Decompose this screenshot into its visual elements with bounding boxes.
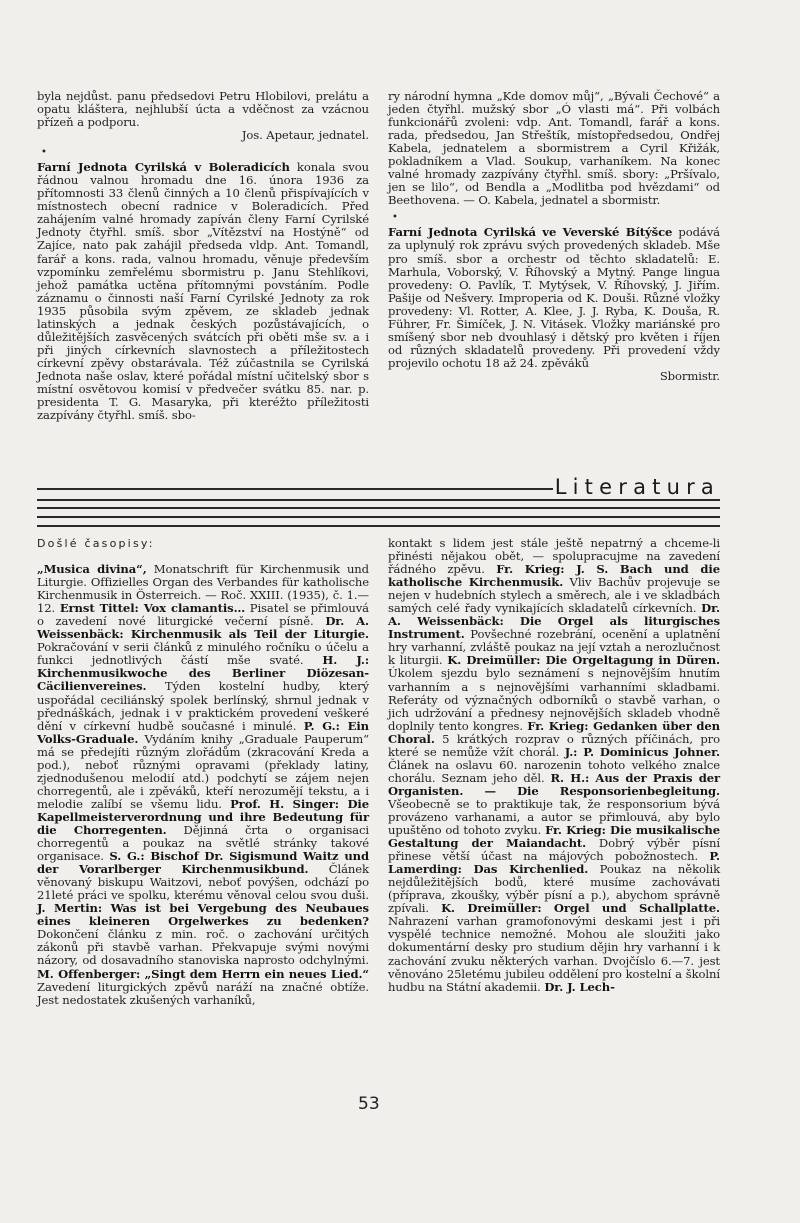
page-number: 53 — [358, 1094, 380, 1114]
review-title: P. Lamerding: Das Kirchenlied. — [388, 849, 720, 877]
review-text: Dokončení článku z min. roč. o zachování určitých zákonů při stavbě varhan. Překvapuje svými novými názory, od dosavadního stanoviska naprosto odchylnými. — [37, 927, 369, 968]
review-text: Dějinná črta o organisaci chorregentů a poukaz na světlé stránky takové organisace. — [37, 822, 369, 864]
review-text: Článek věnovaný biskupu Waitzovi, neboť povýšen, odchází po 21leté práci ve spolku, kterému věnoval celou svou duši. — [37, 862, 369, 903]
column-top-right — [388, 90, 720, 383]
review-text: Vliv Bachův projevuje se nejen v hudebních stylech a směrech, ale i ve skladbách samých celé řady vynikajících skladatelů církevních. — [388, 575, 720, 616]
review-title: H. J.: Kirchenmusikwoche des Berliner Diözesan-Cäcilienvereines. — [37, 653, 370, 694]
paragraph-bitysku — [388, 226, 720, 370]
review-title: J. Mertin: Was ist bei Vergebung des Neubaues eines kleineren Orgelwerkes zu bedenken? — [37, 901, 369, 929]
paragraph-boleradice — [37, 161, 369, 422]
review-text: Pokračování v serii článků z minulého ročníku o účelu a funkci jednotlivých částí mše svaté. — [37, 640, 369, 668]
review-text: 5 krátkých rozprav o různých příčinách, pro které se nemůže vžít chorál. — [388, 731, 720, 759]
paragraph-boleradice-continued: ry národní hymna „Kde domov můj“, „Bývali Čechové“ a jeden čtyřhl. mužský sbor „Ó vlasti má“. Při volbách funkcionářů zvoleni: vdp. Ant. Tomandl, farář a kons. rada, předsedou, Jan Střeštík, místopředsedou, Ondřej Kabela, jednatelem a sbormistrem a Cyril Křižák, pokladníkem a Vlad. Soukup, varhaníkem. Na konec valné hromady zazpívány čtyřhl. smíš. sbory: „Pršívalo, jen se lilo“, od Bendla a „Modlitba pod hvězdami“ od Beethovena. — O. Kabela, jednatel a sbormistr. — [388, 89, 720, 208]
paragraph-bitysku-heading: Farní Jednota Cyrilská ve Veverské Bítýšce — [388, 225, 673, 240]
review-text: Zavedení liturgických zpěvů naráží na značné obtíže. Jest nedostatek zkušených varhaníků, — [37, 979, 369, 1007]
review-body-left — [37, 563, 369, 1007]
review-text: Článek na oslavu 60. narozenin tohoto velkého znalce chorálu. Seznam jeho děl. — [388, 757, 720, 785]
review-title: K. Dreimüller: Orgel und Schallplatte. — [441, 901, 720, 916]
review-text: Povšechné rozebrání, ocenění a uplatnění hry varhanní, zvláště poukaz na její vztah a nerozlučnost k liturgii. — [388, 627, 720, 668]
review-title: Ernst Tittel: Vox clamantis… — [59, 601, 246, 616]
column-bottom-right — [388, 537, 720, 994]
review-title: R. H.: Aus der Praxis der Organisten. — Die Responsorienbegleitung. — [388, 770, 720, 798]
review-text: Nahrazení varhan gramofonovými deskami jest i při vyspělé technice nemožné. Mohou ale sloužiti jako dokumentární desky pro studium dějin hry varhanní i k zachování zvuku některých varhan. Dvojčíslo 6.—7. jest věnováno 25letému jubileu oddělení pro kostelní a školní hudbu na Státní akademii. — [388, 914, 720, 994]
review-title: Prof. H. Singer: Die Kapellmeisterverordnung und ihre Bedeutung für die Chorregenten. — [37, 796, 369, 837]
signature-sbormistr: Sbormistr. — [659, 368, 720, 383]
review-text: Pisatel se přimlouvá o zavedení nové liturgické večerní písně. — [37, 601, 369, 629]
review-title: Dr. A. Weissenbäck: Die Orgel als liturgisches Instrument. — [388, 601, 720, 642]
review-text: Týden kostelní hudby, který uspořádal ceciliánský spolek berlínský, shrnul jednak v přednáškách, jednak i v praktickém provedení veškeré dění v církevní hudbě současné i minulé. — [37, 679, 369, 733]
review-text: Dobrý výběr písní přinese větší účast na májových pobožnostech. — [388, 836, 720, 864]
review-title: „Musica divina“, — [37, 562, 147, 577]
paragraph-thanks: byla nejdůst. panu předsedovi Petru Hlobilovi, prelátu a opatu kláštera, nejhlubší úcta a vděčnost za vzácnou přízeň a podporu. — [37, 89, 369, 130]
rule-line — [37, 499, 720, 501]
review-text: Poukaz na několik nejdůležitějších bodů, které musíme zachovávati (příprava, zkoušky, výběr písní a p.), abychom správně zpívali. — [388, 862, 721, 916]
review-text: Všeobecně se to praktikuje tak, že responsorium bývá provázeno varhanami, a autor se přimlouvá, aby bylo upuštěno od tohoto zvyku. — [388, 796, 720, 838]
signature-apetaur: Jos. Apetaur, jednatel. — [241, 128, 369, 143]
review-title: M. Offenberger: „Singt dem Herrn ein neues Lied.“ — [37, 966, 369, 981]
review-text: Monatschrift für Kirchenmusik und Liturgie. Offizielles Organ des Verbandes für katholische Kirchenmusik in Österreich. — Roč. XXIII. (1935), č. 1.—12. — [37, 562, 369, 616]
review-title: Dr. A. Weissenbäck: Kirchenmusik als Teil der Liturgie. — [37, 614, 369, 642]
review-title: Fr. Krieg: J. S. Bach und die katholische Kirchenmusik. — [388, 562, 720, 590]
paragraph-boleradice-heading: Farní Jednota Cyrilská v Boleradicích — [37, 160, 290, 175]
review-title: P. G.: Ein Volks-Graduale. — [37, 718, 369, 746]
review-title: Fr. Krieg: Die musikalische Gestaltung der Maiandacht. — [388, 823, 720, 851]
review-text: kontakt s lidem jest stále ještě nepatrný a chceme-li přinésti nějakou obět, — spolupracujme na zavedení řádného zpěvu. — [388, 536, 720, 577]
paragraph-bitysku-text: podává za uplynulý rok zprávu svých provedených skladeb. Mše pro smíš. sbor a orchestr od těchto skladatelů: E. Marhula, Voborský, V. Říhovský a Mytný. Pange lingua provedeny: O. Pavlík, T. Mytýsek, V. Říhovský, J. Jiřím. Pašije od Nešvery. Improperia od K. Douši. Různé vložky provedeny: Vl. Rotter, A. Klee, J. J. Ryba, K. Douša, R. Führer, Fr. Šimíček, J. N. Vitásek. Vložky mariánské pro smíšený sbor neb dvouhlasý i dětský pro květen i říjen od různých skladatelů provedeny. Při provedení vždy projevilo ochotu 18 až 24. zpěváků — [388, 225, 720, 370]
review-text: Vydáním knihy „Graduale Pauperum“ má se předejíti různým zlořádům (zkracování Kreda a pod.), neboť různými opravami (překlady latiny, zjednodušenou melodií atd.) podchytí se zájem nejen chorregentů, ale i zpěváků, kteří nerozumějí tekstu, a i melodie zalíbí se všemu lidu. — [37, 731, 369, 811]
rule-line — [37, 525, 720, 527]
review-title: K. Dreimüller: Die Orgeltagung in Düren. — [447, 653, 720, 668]
review-title: S. G.: Bischof Dr. Sigismund Waitz und der Vorarlberger Kirchenmusikbund. — [37, 849, 370, 877]
rule-line — [37, 507, 720, 509]
bullet-separator: • — [392, 212, 398, 224]
column-top-left — [37, 90, 369, 422]
column-bottom-left — [37, 537, 369, 1007]
bullet-separator: • — [41, 147, 47, 159]
review-text: Úkolem sjezdu bylo seznámení s nejnovějším hnutím varhanním a s nejnovějšími varhanními skladbami. Referáty od význačných odborníků o stavbě varhan, o jich udržování a přednesy nejnovějších skladeb vhodně doplnily tento kongres. — [388, 666, 720, 733]
section-title: Literatura — [554, 475, 720, 499]
paragraph-boleradice-text: konala svou řádnou valnou hromadu dne 16. února 1936 za přítomnosti 33 členů činných a 10 členů přispívajících v místnostech obecní radnice v Boleradicích. Před zahájením valné hromady zapíván členy Farní Cyrilské Jednoty čtyřhl. smíš. sbor „Vítězství na Hostýně“ od Zajíce, nato pak zahájil předseda vldp. Ant. Tomandl, farář a kons. rada, valnou hromadu, věnuje především vzpomínku zemřelému sbormistru p. Janu Stehlíkovi, jehož památka uctěna přítomnými povstáním. Podle záznamu o činnosti naší Farní Cyrilské Jednoty za rok 1935 působila svým zpěvem, ze skladeb jednak latinských a jednak českých pozůstávajících, o důležitějších zasvěcených svátcích při oběti mše sv. a i při jiných církevních slavnostech a příležitostech církevní zpěvy obstarávala. Též zúčastnila se Cyrilská Jednota naše oslav, které pořádal místní učitelský sbor s místní osvětovou komisí v předvečer svátku 85. nar. p. presidenta T. G. Masaryka, při kteréžto příležitosti zazpívány čtyřhl. smíš. sbo- — [37, 160, 369, 423]
review-title: Fr. Krieg: Gedanken über den Choral. — [388, 718, 720, 746]
review-title: J.: P. Dominicus Johner. — [564, 744, 720, 759]
received-journals-heading: Došlé časopisy: — [37, 537, 155, 550]
review-title: Dr. J. Lech- — [544, 979, 615, 994]
review-body-right — [388, 537, 720, 994]
rule-line — [37, 516, 720, 518]
